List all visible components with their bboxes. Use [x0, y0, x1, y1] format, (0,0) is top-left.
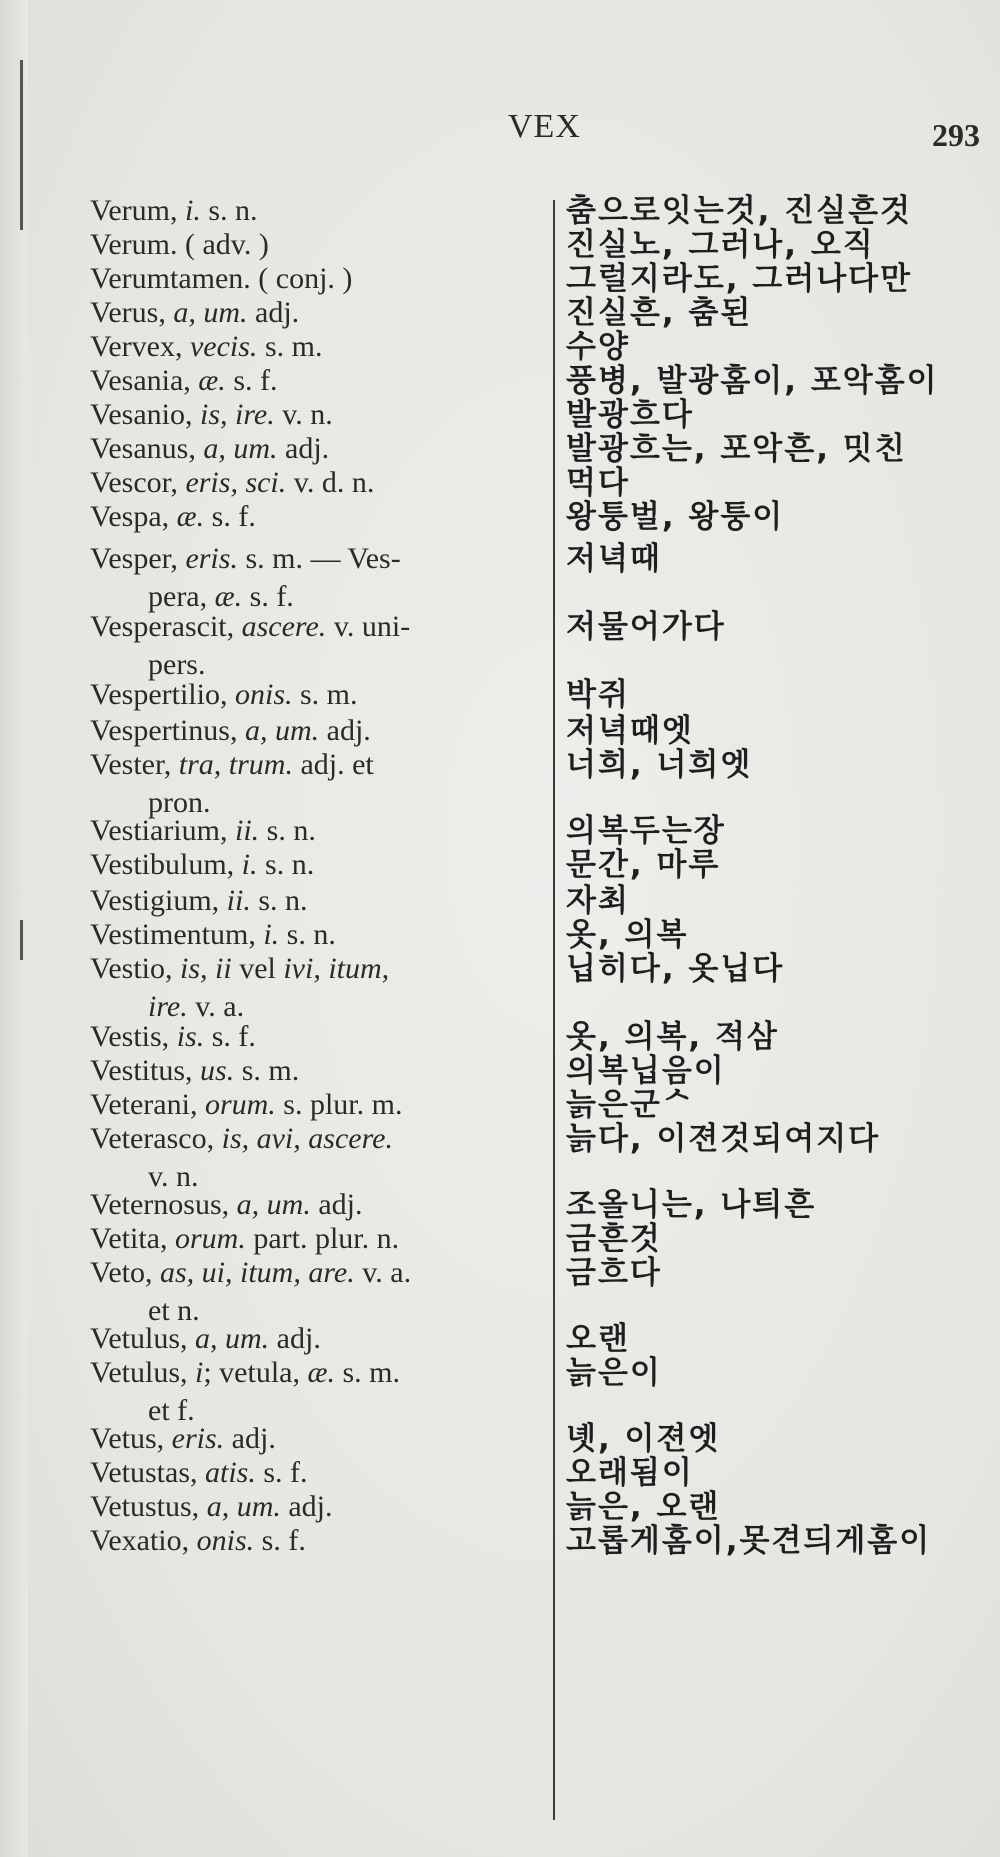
korean-definition: 진실노, 그러나, 오직: [566, 227, 875, 263]
korean-definition: 오래됨이: [566, 1455, 694, 1491]
korean-definition: 늙은군ᄉ: [566, 1087, 694, 1123]
latin-headword: Verum, i. s. n.: [90, 194, 258, 227]
korean-definition: 닙히다, 옷닙다: [566, 951, 785, 987]
dictionary-entry: [0, 608, 1000, 681]
dictionary-entry: [0, 950, 1000, 1023]
latin-headword-continuation: v. n.: [148, 1160, 199, 1193]
running-head: VEX: [508, 108, 581, 145]
korean-definition: 의복두는장: [566, 813, 726, 849]
latin-headword: Vestiarium, ii. s. n.: [90, 814, 316, 847]
latin-headword: Vetulus, i; vetula, æ. s. m. et f.: [90, 1354, 550, 1430]
korean-definition: 옷, 의복, 적삼: [566, 1019, 779, 1055]
korean-definition: 문간, 마루: [566, 847, 721, 883]
latin-headword: Vestio, is, ii vel ivi, itum, ire. v. a.: [90, 950, 550, 1026]
korean-definition: 발광흐는, 포악흔, 밋친: [566, 431, 907, 467]
korean-definition: 저녁때엣: [566, 713, 694, 749]
korean-definition: 오랜: [566, 1321, 630, 1357]
latin-headword: Vespa, æ. s. f.: [90, 500, 256, 533]
page-number: 293: [932, 117, 980, 153]
latin-headword: Vestimentum, i. s. n.: [90, 918, 336, 951]
latin-headword: Veterani, orum. s. plur. m.: [90, 1088, 403, 1121]
latin-headword-continuation: et f.: [148, 1394, 195, 1427]
latin-headword: Vestitus, us. s. m.: [90, 1054, 300, 1087]
korean-definition: 녯, 이젼엣: [566, 1421, 721, 1457]
korean-definition: 발광흐다: [566, 397, 694, 433]
dictionary-entry: [0, 498, 1000, 538]
korean-definition: 저녁때: [566, 541, 662, 577]
latin-headword: Veternosus, a, um. adj.: [90, 1188, 363, 1221]
latin-headword-continuation: pers.: [148, 648, 206, 681]
latin-headword-continuation: pera, æ. s. f.: [148, 580, 294, 613]
korean-definition: 왕퉁벌, 왕퉁이: [566, 499, 785, 535]
latin-headword: Vesanio, is, ire. v. n.: [90, 398, 333, 431]
latin-headword: Vetita, orum. part. plur. n.: [90, 1222, 400, 1255]
korean-definition: 금흐다: [566, 1255, 662, 1291]
dictionary-entry: [0, 1254, 1000, 1327]
latin-headword: Vestis, is. s. f.: [90, 1020, 256, 1053]
korean-definition: 먹다: [566, 465, 630, 501]
latin-headword: Vetus, eris. adj.: [90, 1422, 276, 1455]
latin-headword: Vexatio, onis. s. f.: [90, 1524, 306, 1557]
latin-headword: Vestibulum, i. s. n.: [90, 848, 315, 881]
korean-definition: 늙다, 이젼것되여지다: [566, 1121, 881, 1157]
latin-headword: Vescor, eris, sci. v. d. n.: [90, 466, 375, 499]
latin-headword: Vestigium, ii. s. n.: [90, 884, 308, 917]
latin-headword: Verumtamen. ( conj. ): [90, 262, 353, 295]
latin-headword: Veterasco, is, avi, ascere. v. n.: [90, 1120, 550, 1196]
korean-definition: 고롭게홈이,못견듸게홈이: [566, 1523, 932, 1559]
latin-headword: Vesanus, a, um. adj.: [90, 432, 330, 465]
dictionary-entry: [0, 1354, 1000, 1427]
latin-headword: Vespertilio, onis. s. m.: [90, 678, 358, 711]
dictionary-entry: [0, 746, 1000, 819]
korean-definition: 박쥐: [566, 677, 630, 713]
dictionary-entry: [0, 846, 1000, 886]
latin-headword: Vester, tra, trum. adj. et pron.: [90, 746, 550, 822]
latin-headword: Veto, as, ui, itum, are. v. a. et n.: [90, 1254, 550, 1330]
latin-headword: Verus, a, um. adj.: [90, 296, 300, 329]
latin-headword-continuation: pron.: [148, 786, 211, 819]
latin-headword: Vespertinus, a, um. adj.: [90, 714, 371, 747]
korean-definition: 수양: [566, 329, 630, 365]
latin-headword: Vervex, vecis. s. m.: [90, 330, 323, 363]
latin-headword: Vesperascit, ascere. v. uni- pers.: [90, 608, 550, 684]
korean-definition: 풍병, 발광홈이, 포악홈이: [566, 363, 939, 399]
korean-definition: 늙은, 오랜: [566, 1489, 721, 1525]
korean-definition: 옷, 의복: [566, 917, 689, 953]
korean-definition: 늙은이: [566, 1355, 662, 1391]
latin-headword-continuation: ire. v. a.: [148, 990, 245, 1023]
latin-headword: Verum. ( adv. ): [90, 228, 269, 261]
dictionary-entry: [0, 1120, 1000, 1193]
korean-definition: 의복닙음이: [566, 1053, 726, 1089]
latin-headword: Vetustas, atis. s. f.: [90, 1456, 308, 1489]
latin-headword: Vetulus, a, um. adj.: [90, 1322, 321, 1355]
korean-definition: 춤으로잇는것, 진실흔것: [566, 193, 913, 229]
dictionary-entry: [0, 540, 1000, 613]
korean-definition: 자최: [566, 883, 630, 919]
korean-definition: 저물어가다: [566, 609, 726, 645]
korean-definition: 금흔것: [566, 1221, 662, 1257]
dictionary-entry: [0, 676, 1000, 716]
dictionary-entry: [0, 1522, 1000, 1562]
korean-definition: 진실흔, 춤된: [566, 295, 753, 331]
korean-definition: 조올니는, 나틔흔: [566, 1187, 817, 1223]
latin-headword-continuation: et n.: [148, 1294, 200, 1327]
latin-headword: Vetustus, a, um. adj.: [90, 1490, 333, 1523]
korean-definition: 너희, 너희엣: [566, 747, 753, 783]
latin-headword: Vesania, æ. s. f.: [90, 364, 278, 397]
korean-definition: 그럴지라도, 그러나다만: [566, 261, 913, 297]
latin-headword: Vesper, eris. s. m. — Ves- pera, æ. s. f.: [90, 540, 550, 616]
